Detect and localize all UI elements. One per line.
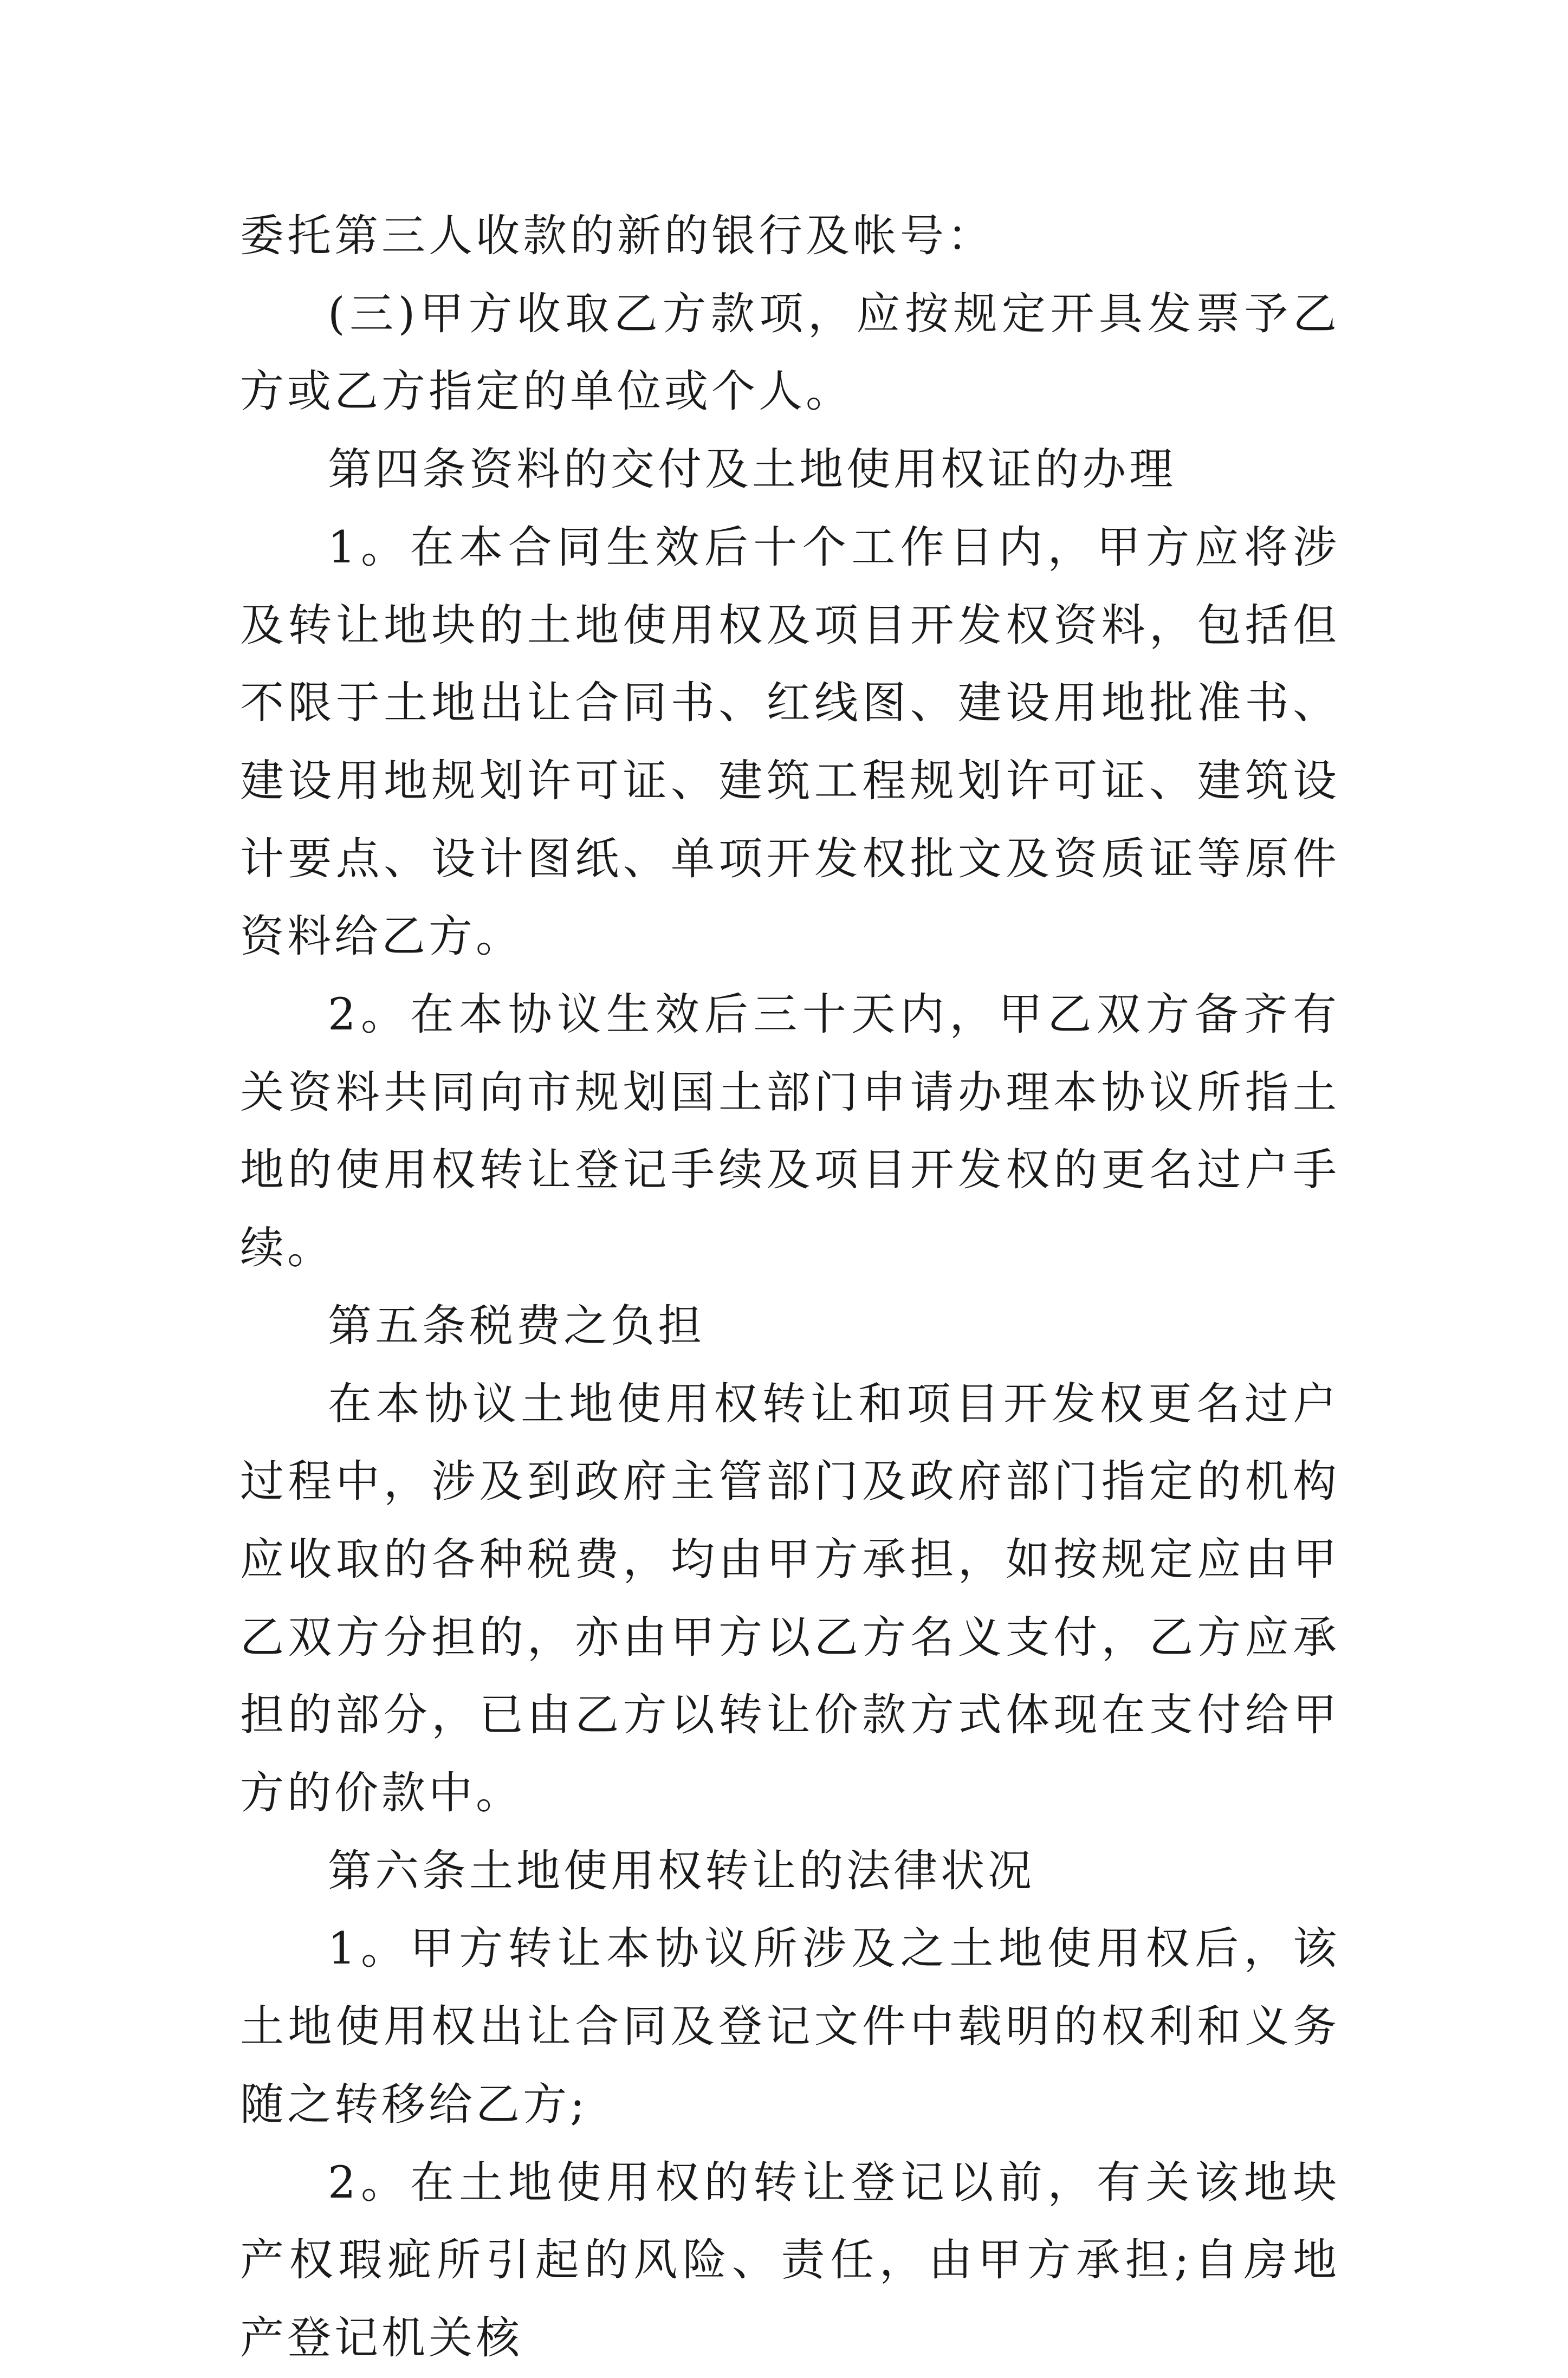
- article-4-clause-1: 1。在本合同生效后十个工作日内，甲方应将涉及转让地块的土地使用权及项目开发权资料，包括但不限于土地出让合同书、红线图、建设用地批准书、建设用地规划许可证、建筑工程规划许可证、建筑设计要点、设计图纸、单项开发权批文及资质证等原件资料给乙方。: [240, 522, 1340, 963]
- article-4-clause-2: 2。在本协议生效后三十天内，甲乙双方备齐有关资料共同向市规划国土部门申请办理本协议所指土地的使用权转让登记手续及项目开发权的更名过户手续。: [240, 989, 1340, 1274]
- paragraph-bank-account: 委托第三人收款的新的银行及帐号：: [240, 211, 995, 262]
- article-4-heading: 第四条资料的交付及土地使用权证的办理: [328, 444, 1177, 496]
- article-6-heading: 第六条土地使用权转让的法律状况: [328, 1845, 1035, 1897]
- paragraph-invoice: (三)甲方收取乙方款项，应按规定开具发票予乙方或乙方指定的单位或个人。: [240, 288, 1340, 418]
- article-6-clause-1: 1。甲方转让本协议所涉及之土地使用权后，该土地使用权出让合同及登记文件中载明的权利和义务随之转移给乙方;: [240, 1923, 1340, 2130]
- article-5-heading: 第五条税费之负担: [328, 1300, 705, 1352]
- article-6-clause-2: 2。在土地使用权的转让登记以前，有关该地块产权瑕疵所引起的风险、责任，由甲方承担;自房地产登记机关核: [240, 2157, 1340, 2364]
- article-5-body: 在本协议土地使用权转让和项目开发权更名过户过程中，涉及到政府主管部门及政府部门指定的机构应收取的各种税费，均由甲方承担，如按规定应由甲乙双方分担的，亦由甲方以乙方名义支付，乙方应承担的部分，已由乙方以转让价款方式体现在支付给甲方的价款中。: [240, 1378, 1340, 1819]
- document-body: [240, 198, 1340, 2378]
